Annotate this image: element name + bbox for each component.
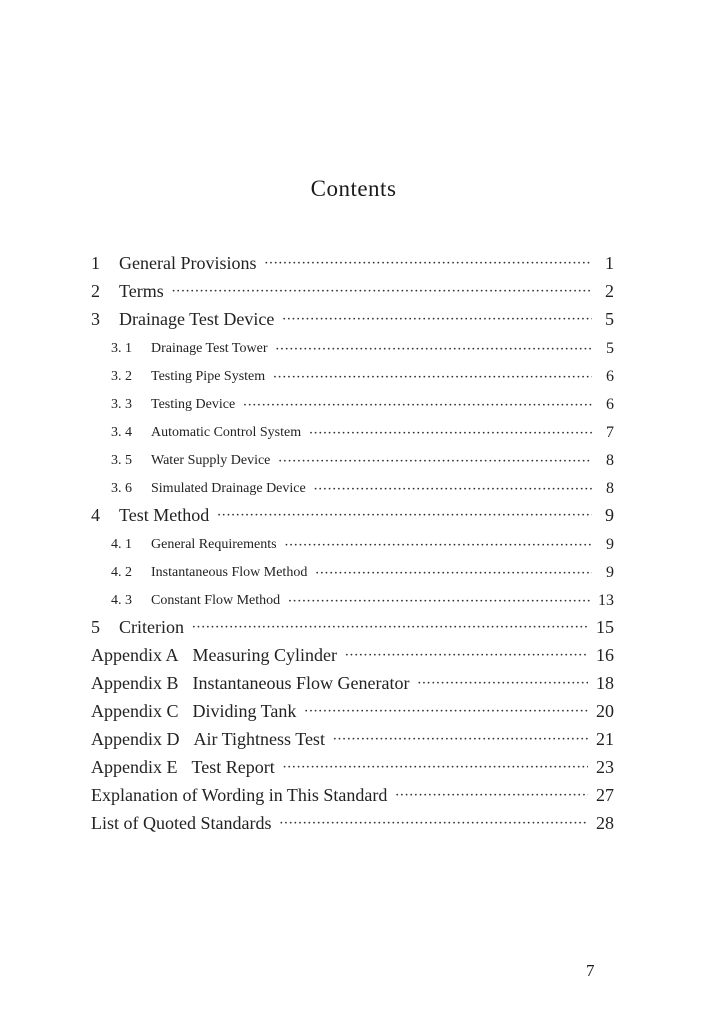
toc-entry-number: Appendix B <box>91 672 179 693</box>
toc-entry[interactable] <box>111 335 614 363</box>
toc-entry-page: 5 <box>606 340 614 357</box>
toc-entry-page: 18 <box>596 672 614 693</box>
toc-entry-label: Instantaneous Flow Method <box>151 565 308 580</box>
toc-entry-page: 6 <box>606 368 614 385</box>
dot-leader <box>304 697 588 725</box>
toc-entry-number: 4. 2 <box>111 565 132 580</box>
dot-leader <box>273 363 592 391</box>
toc-entry-label: Dividing Tank <box>192 700 297 721</box>
toc-entry-number: 4. 3 <box>111 593 132 608</box>
dot-leader <box>345 641 588 669</box>
dot-leader <box>283 753 588 781</box>
toc-entry-label: Drainage Test Tower <box>151 341 268 356</box>
toc-entry[interactable] <box>91 669 614 697</box>
toc-entry-number: 4. 1 <box>111 537 132 552</box>
toc-entry[interactable] <box>111 475 614 503</box>
toc-entry-number: Appendix C <box>91 700 179 721</box>
toc-entry-number: 3. 1 <box>111 341 132 356</box>
toc-entry[interactable] <box>111 587 614 615</box>
toc-entry-label: General Provisions <box>119 252 257 273</box>
toc-entry-number: 3. 6 <box>111 481 132 496</box>
toc-entry-page: 6 <box>606 396 614 413</box>
dot-leader <box>192 613 588 641</box>
dot-leader <box>243 391 592 419</box>
toc-entry[interactable] <box>91 809 614 837</box>
toc-entry-label: Test Method <box>119 504 210 525</box>
toc-entry-page: 16 <box>596 644 614 665</box>
toc-entry-number: 3. 3 <box>111 397 132 412</box>
page-number: 7 <box>586 961 595 980</box>
toc-entry-label: Terms <box>119 280 164 301</box>
toc-entry[interactable] <box>91 501 614 529</box>
toc-entry[interactable] <box>91 781 614 809</box>
dot-leader <box>279 809 588 837</box>
toc-entry[interactable] <box>91 641 614 669</box>
toc-entry[interactable] <box>111 559 614 587</box>
toc-entry-page: 9 <box>605 504 614 525</box>
toc-entry-number: 4 <box>91 504 100 525</box>
toc-entry-number: 3. 5 <box>111 453 132 468</box>
toc-entry-number: 2 <box>91 280 100 301</box>
toc-entry-page: 28 <box>596 812 614 833</box>
toc-entry[interactable] <box>91 753 614 781</box>
toc-entry-number: 5 <box>91 616 100 637</box>
toc-entry-label: Air Tightness Test <box>193 728 325 749</box>
toc-entry[interactable] <box>91 725 614 753</box>
toc-entry-label: General Requirements <box>151 537 277 552</box>
toc-entry-label: Instantaneous Flow Generator <box>192 672 410 693</box>
toc-entry[interactable] <box>111 391 614 419</box>
toc-entry-label: List of Quoted Standards <box>91 812 272 833</box>
toc-entry-label: Criterion <box>119 616 184 637</box>
toc-entry[interactable] <box>91 697 614 725</box>
toc-entry-number: 1 <box>91 252 100 273</box>
toc-entry-page: 13 <box>598 592 614 609</box>
dot-leader <box>417 669 588 697</box>
toc-entry-page: 7 <box>606 424 614 441</box>
dot-leader <box>264 249 592 277</box>
dot-leader <box>275 335 592 363</box>
toc-entry-label: Simulated Drainage Device <box>151 481 306 496</box>
toc-entry-number: Appendix E <box>91 756 178 777</box>
toc-entry[interactable] <box>111 531 614 559</box>
toc-entry[interactable] <box>91 249 614 277</box>
dot-leader <box>309 419 592 447</box>
dot-leader <box>288 587 590 615</box>
dot-leader <box>282 305 592 333</box>
dot-leader <box>172 277 592 305</box>
dot-leader <box>315 559 592 587</box>
toc-entry-page: 1 <box>605 252 614 273</box>
toc-entry-page: 8 <box>606 480 614 497</box>
toc-entry[interactable] <box>91 305 614 333</box>
toc-entry[interactable] <box>111 363 614 391</box>
dot-leader <box>395 781 588 809</box>
toc-entry[interactable] <box>111 447 614 475</box>
toc-entry[interactable] <box>91 613 614 641</box>
toc-entry-label: Test Report <box>191 756 275 777</box>
toc-entry-number: Appendix D <box>91 728 180 749</box>
toc-entry-label: Water Supply Device <box>151 453 271 468</box>
toc-entry-page: 2 <box>605 280 614 301</box>
dot-leader <box>285 531 592 559</box>
toc-entry-number: 3. 2 <box>111 369 132 384</box>
toc-entry-page: 27 <box>596 784 614 805</box>
toc-entry-page: 9 <box>606 564 614 581</box>
toc-entry-label: Constant Flow Method <box>151 593 281 608</box>
toc-entry-label: Drainage Test Device <box>119 308 275 329</box>
toc-entry-page: 21 <box>596 728 614 749</box>
toc-entry-number: Appendix A <box>91 644 179 665</box>
page-title: Contents <box>310 176 397 201</box>
toc-entry-label: Explanation of Wording in This Standard <box>91 784 388 805</box>
dot-leader <box>314 475 592 503</box>
toc-entry-page: 9 <box>606 536 614 553</box>
toc-entry-label: Automatic Control System <box>151 425 302 440</box>
toc-entry[interactable] <box>111 419 614 447</box>
toc-entry-label: Testing Pipe System <box>151 369 266 384</box>
toc-entry-page: 23 <box>596 756 614 777</box>
toc-entry-page: 5 <box>605 308 614 329</box>
dot-leader <box>217 501 592 529</box>
toc-entry-number: 3 <box>91 308 100 329</box>
dot-leader <box>333 725 588 753</box>
toc-entry[interactable] <box>91 277 614 305</box>
toc-entry-page: 15 <box>596 616 614 637</box>
toc-entry-page: 8 <box>606 452 614 469</box>
dot-leader <box>278 447 592 475</box>
toc-entry-number: 3. 4 <box>111 425 132 440</box>
toc-entry-label: Measuring Cylinder <box>192 644 337 665</box>
toc-entry-label: Testing Device <box>151 397 236 412</box>
toc-entry-page: 20 <box>596 700 614 721</box>
